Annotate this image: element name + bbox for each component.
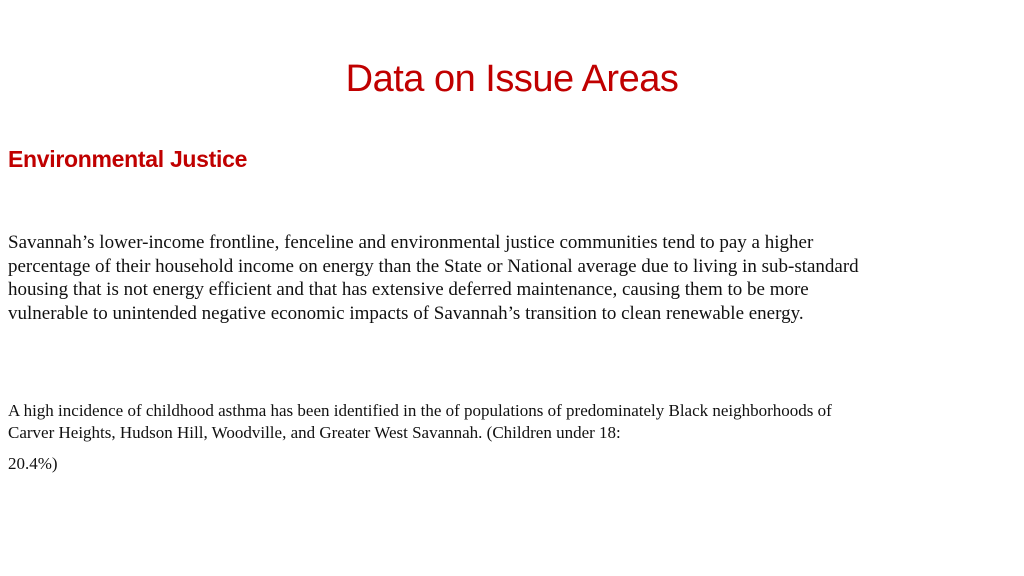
slide-title: Data on Issue Areas [345,58,679,100]
section-heading: Environmental Justice [8,146,248,172]
asthma-paragraph-tail: 20.4%) [8,454,58,473]
energy-burden-paragraph: Savannah’s lower-income frontline, fenceline and environmental justice communities tend to pay a higher percentage of their household income on energy than the State or National average due to living in sub-standard housing that is not energy efficient and that has extensive deferred maintenance, causing them to be more vulnerable to unintended negative economic impacts of Savannah’s transition to clean renewable energy. [8,232,859,324]
asthma-paragraph: A high incidence of childhood asthma has been identified in the of populations of predominately Black neighborhoods of Carver Heights, Hudson Hill, Woodville, and Greater West Savannah. (Children under 18: [8,401,832,442]
